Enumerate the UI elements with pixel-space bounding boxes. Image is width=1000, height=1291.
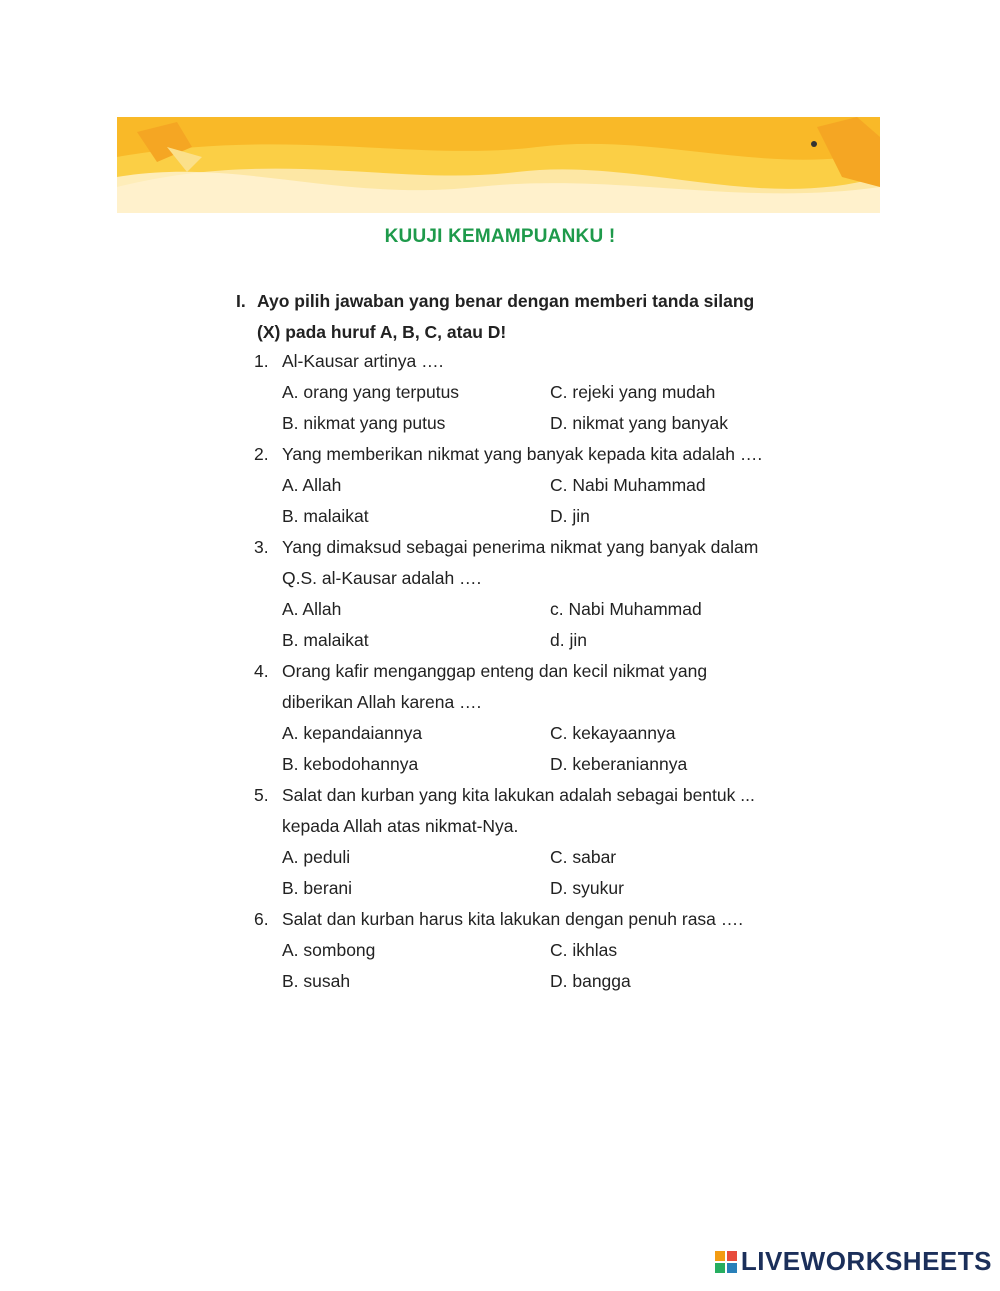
- answer-option[interactable]: C. Nabi Muhammad: [550, 475, 706, 495]
- question-item: [254, 904, 774, 997]
- question-text: Salat dan kurban yang kita lakukan adalah sebagai bentuk ... kepada Allah atas nikmat-Nya.: [282, 785, 755, 836]
- banner-wave-graphic: [117, 117, 880, 213]
- answer-option[interactable]: C. ikhlas: [550, 940, 618, 960]
- question-item: [254, 532, 774, 656]
- answer-option[interactable]: A. peduli: [282, 847, 351, 867]
- instruction-text: Ayo pilih jawaban yang benar dengan memberi tanda silang (X) pada huruf A, B, C, atau D!: [257, 291, 755, 342]
- answer-option[interactable]: d. jin: [550, 630, 587, 650]
- answer-option[interactable]: A. orang yang terputus: [282, 382, 460, 402]
- answer-option[interactable]: C. rejeki yang mudah: [550, 382, 716, 402]
- question-item: [254, 780, 774, 904]
- question-text: Al-Kausar artinya ….: [282, 351, 444, 371]
- answer-option[interactable]: B. berani: [282, 878, 353, 898]
- answer-option[interactable]: B. susah: [282, 971, 351, 991]
- question-item: [254, 346, 774, 439]
- answer-options: [254, 470, 774, 532]
- answer-option[interactable]: D. keberaniannya: [550, 754, 688, 774]
- answer-option[interactable]: A. Allah: [282, 475, 342, 495]
- question-text: Orang kafir menganggap enteng dan kecil nikmat yang diberikan Allah karena ….: [282, 661, 708, 712]
- question-number: 1.: [254, 351, 269, 371]
- logo-text: LIVEWORKSHEETS: [740, 1246, 992, 1276]
- question-item: [254, 439, 774, 532]
- answer-option[interactable]: A. sombong: [282, 940, 376, 960]
- instruction: [236, 286, 776, 348]
- question-number: 5.: [254, 785, 269, 805]
- liveworksheets-logo: [715, 1246, 992, 1277]
- question-text: Yang memberikan nikmat yang banyak kepada kita adalah ….: [282, 444, 763, 464]
- answer-option[interactable]: A. Allah: [282, 599, 342, 619]
- answer-option[interactable]: B. kebodohannya: [282, 754, 419, 774]
- answer-option[interactable]: C. kekayaannya: [550, 723, 676, 743]
- answer-options: [254, 594, 774, 656]
- answer-options: [254, 842, 774, 904]
- question-text: Yang dimaksud sebagai penerima nikmat yang banyak dalam Q.S. al-Kausar adalah ….: [282, 537, 759, 588]
- answer-options: [254, 935, 774, 997]
- answer-option[interactable]: D. jin: [550, 506, 590, 526]
- answer-option[interactable]: C. sabar: [550, 847, 617, 867]
- question-text: Salat dan kurban harus kita lakukan dengan penuh rasa ….: [282, 909, 744, 929]
- question-number: 6.: [254, 909, 269, 929]
- logo-squares-icon: [715, 1251, 737, 1273]
- question-list: [254, 346, 774, 997]
- page-title: KUUJI KEMAMPUANKU !: [384, 226, 616, 247]
- answer-option[interactable]: D. nikmat yang banyak: [550, 413, 729, 433]
- answer-options: [254, 377, 774, 439]
- question-number: 2.: [254, 444, 269, 464]
- question-number: 4.: [254, 661, 269, 681]
- answer-option[interactable]: D. syukur: [550, 878, 624, 898]
- instruction-number: I.: [236, 291, 246, 311]
- question-item: [254, 656, 774, 780]
- question-number: 3.: [254, 537, 269, 557]
- answer-options: [254, 718, 774, 780]
- answer-option[interactable]: B. nikmat yang putus: [282, 413, 446, 433]
- answer-option[interactable]: A. kepandaiannya: [282, 723, 423, 743]
- header-banner: [117, 117, 880, 213]
- answer-option[interactable]: B. malaikat: [282, 630, 369, 650]
- answer-option[interactable]: D. bangga: [550, 971, 631, 991]
- answer-option[interactable]: B. malaikat: [282, 506, 369, 526]
- answer-option[interactable]: c. Nabi Muhammad: [550, 599, 702, 619]
